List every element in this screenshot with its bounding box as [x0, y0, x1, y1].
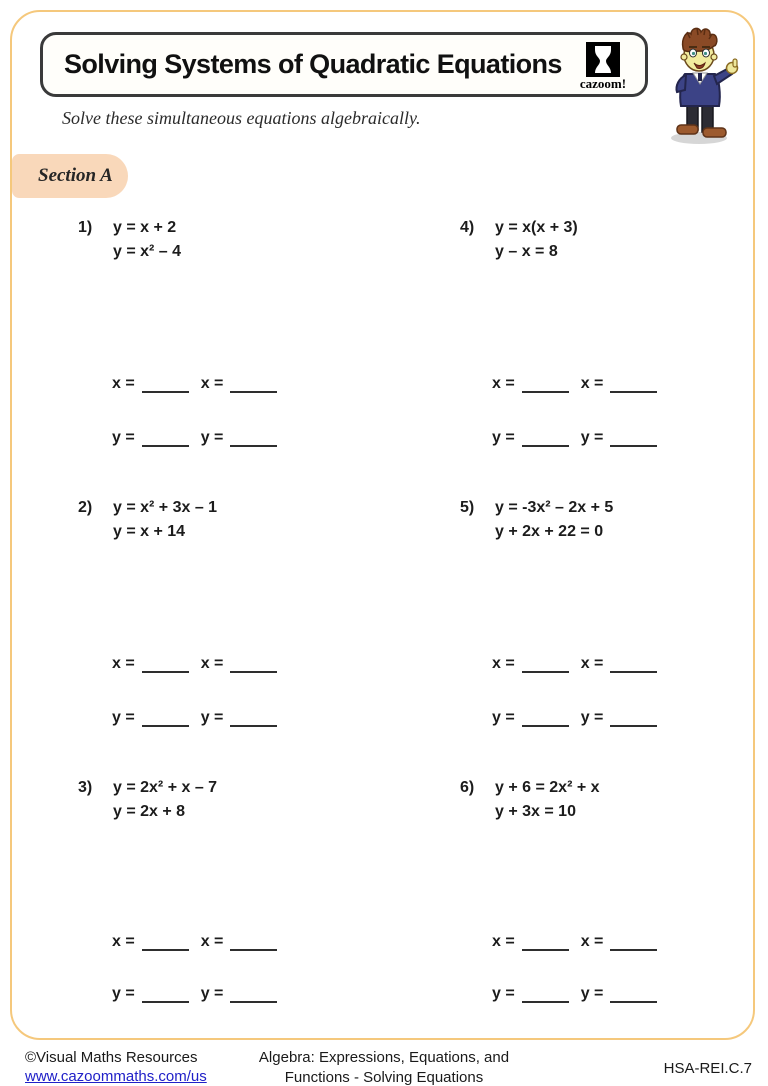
- equation-line: y = x² – 4: [113, 243, 182, 260]
- y-equals-label: y =: [112, 985, 135, 1002]
- problem-1: [78, 216, 181, 264]
- answer-blank: [610, 708, 657, 727]
- equation-line: y = x + 14: [113, 523, 186, 540]
- problem-3-x-answers: [112, 932, 277, 951]
- problem-3: [78, 776, 217, 824]
- y-equals-label: y =: [492, 429, 515, 446]
- answer-pair: [112, 708, 189, 727]
- problem-5: [460, 496, 613, 544]
- equation-line: y – x = 8: [495, 243, 558, 260]
- equation-line: y = x(x + 3): [495, 219, 578, 236]
- answer-blank: [230, 428, 277, 447]
- x-equals-label: x =: [200, 933, 224, 950]
- answer-blank: [610, 984, 657, 1003]
- answer-blank: [230, 932, 277, 951]
- problem-3-number: 3): [78, 779, 93, 796]
- problem-4: [460, 216, 578, 264]
- y-equals-label: y =: [200, 709, 224, 726]
- equation-line: y = -3x² – 2x + 5: [495, 499, 614, 516]
- answer-pair: [492, 932, 569, 951]
- x-equals-label: x =: [112, 933, 135, 950]
- answer-pair: [581, 654, 658, 673]
- copyright-text: ©Visual Maths Resources: [25, 1049, 198, 1066]
- answer-blank: [522, 932, 569, 951]
- answer-pair: [581, 932, 658, 951]
- problem-4-number: 4): [460, 219, 475, 236]
- equation-line: y + 3x = 10: [495, 803, 576, 820]
- problem-6-x-answers: [492, 932, 657, 951]
- footer-center: [259, 1048, 509, 1086]
- x-equals-label: x =: [200, 655, 224, 672]
- answer-pair: [492, 428, 569, 447]
- answer-blank: [142, 374, 189, 393]
- answer-pair: [581, 984, 658, 1003]
- problem-6-number: 6): [460, 779, 475, 796]
- x-equals-label: x =: [580, 655, 604, 672]
- x-equals-label: x =: [200, 375, 224, 392]
- answer-blank: [522, 708, 569, 727]
- problem-1-number: 1): [78, 219, 93, 236]
- problem-6-equations: [495, 776, 600, 824]
- x-equals-label: x =: [580, 375, 604, 392]
- answer-pair: [492, 654, 569, 673]
- answer-blank: [230, 374, 277, 393]
- answer-pair: [581, 708, 658, 727]
- page-title: Solving Systems of Quadratic Equations: [64, 49, 562, 79]
- footer-left: [25, 1048, 207, 1086]
- y-equals-label: y =: [200, 429, 224, 446]
- answer-blank: [230, 708, 277, 727]
- answer-pair: [112, 984, 189, 1003]
- y-equals-label: y =: [580, 709, 604, 726]
- problem-5-y-answers: [492, 708, 657, 727]
- problem-4-x-answers: [492, 374, 657, 393]
- instruction-text: Solve these simultaneous equations algebraically.: [62, 108, 421, 128]
- answer-pair: [581, 428, 658, 447]
- answer-pair: [112, 374, 189, 393]
- y-equals-label: y =: [580, 429, 604, 446]
- section-a-label: Section A: [38, 165, 113, 186]
- section-a-badge: [12, 154, 128, 198]
- answer-blank: [230, 984, 277, 1003]
- answer-pair: [201, 654, 278, 673]
- cazoom-hourglass-icon: [586, 42, 620, 77]
- answer-blank: [142, 708, 189, 727]
- answer-blank: [142, 932, 189, 951]
- x-equals-label: x =: [492, 375, 515, 392]
- problem-6: [460, 776, 600, 824]
- problem-4-equations: [495, 216, 578, 264]
- problem-2-y-answers: [112, 708, 277, 727]
- answer-pair: [492, 374, 569, 393]
- cazoom-logo: [571, 42, 635, 90]
- y-equals-label: y =: [580, 985, 604, 1002]
- x-equals-label: x =: [492, 655, 515, 672]
- problem-1-equations: [113, 216, 181, 264]
- problem-5-number: 5): [460, 499, 475, 516]
- y-equals-label: y =: [112, 429, 135, 446]
- answer-pair: [112, 428, 189, 447]
- answer-pair: [492, 984, 569, 1003]
- problem-3-equations: [113, 776, 217, 824]
- website-link[interactable]: www.cazoommaths.com/us: [25, 1068, 207, 1085]
- problem-6-y-answers: [492, 984, 657, 1003]
- problem-1-x-answers: [112, 374, 277, 393]
- answer-blank: [522, 428, 569, 447]
- boy-thumbs-up-mascot: [653, 26, 747, 146]
- answer-pair: [201, 984, 278, 1003]
- problem-5-equations: [495, 496, 613, 544]
- equation-line: y = 2x² + x – 7: [113, 779, 218, 796]
- answer-blank: [522, 654, 569, 673]
- x-equals-label: x =: [112, 375, 135, 392]
- equation-line: y = x² + 3x – 1: [113, 499, 218, 516]
- cazoom-logo-text: cazoom!: [579, 76, 627, 91]
- answer-pair: [112, 932, 189, 951]
- answer-blank: [142, 428, 189, 447]
- x-equals-label: x =: [112, 655, 135, 672]
- equation-line: y = 2x + 8: [113, 803, 186, 820]
- problem-2-x-answers: [112, 654, 277, 673]
- answer-blank: [610, 428, 657, 447]
- y-equals-label: y =: [200, 985, 224, 1002]
- y-equals-label: y =: [492, 709, 515, 726]
- answer-blank: [610, 654, 657, 673]
- y-equals-label: y =: [492, 985, 515, 1002]
- answer-blank: [610, 932, 657, 951]
- answer-pair: [201, 932, 278, 951]
- y-equals-label: y =: [112, 709, 135, 726]
- footer-topic-line2: Functions - Solving Equations: [284, 1069, 484, 1086]
- problem-2-equations: [113, 496, 217, 544]
- footer-topic-line1: Algebra: Expressions, Equations, and: [258, 1049, 510, 1066]
- answer-blank: [610, 374, 657, 393]
- answer-blank: [230, 654, 277, 673]
- title-box: [40, 32, 648, 97]
- answer-blank: [142, 654, 189, 673]
- answer-pair: [201, 428, 278, 447]
- x-equals-label: x =: [580, 933, 604, 950]
- answer-pair: [201, 374, 278, 393]
- problem-2: [78, 496, 217, 544]
- problem-5-x-answers: [492, 654, 657, 673]
- equation-line: y + 2x + 22 = 0: [495, 523, 604, 540]
- answer-pair: [201, 708, 278, 727]
- problem-1-y-answers: [112, 428, 277, 447]
- problem-2-number: 2): [78, 499, 93, 516]
- problem-4-y-answers: [492, 428, 657, 447]
- answer-blank: [142, 984, 189, 1003]
- x-equals-label: x =: [492, 933, 515, 950]
- problem-3-y-answers: [112, 984, 277, 1003]
- standard-code: HSA-REI.C.7: [663, 1060, 752, 1077]
- answer-blank: [522, 374, 569, 393]
- answer-pair: [581, 374, 658, 393]
- equation-line: y + 6 = 2x² + x: [495, 779, 600, 796]
- answer-pair: [112, 654, 189, 673]
- equation-line: y = x + 2: [113, 219, 177, 236]
- answer-blank: [522, 984, 569, 1003]
- answer-pair: [492, 708, 569, 727]
